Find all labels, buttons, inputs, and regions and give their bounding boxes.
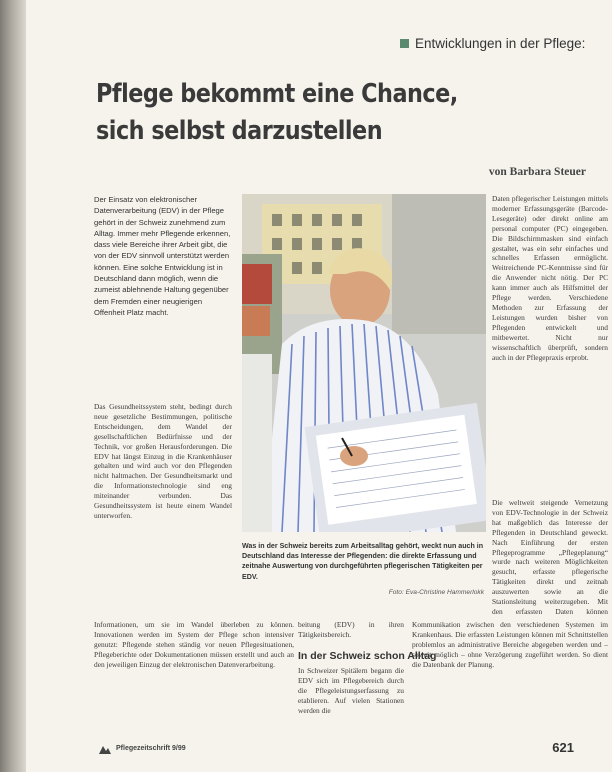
journal-logo-icon [98, 744, 112, 756]
journal-name: Pflegezeitschrift 9/99 [116, 745, 186, 752]
body-column-3: Daten pflegerischer Leistungen mittels moderner Erfassungsgeräte (Barcode-Lesegeräte) oder direkt online am personal computer (PC) eingegeben. Die Bildschirmmasken sind einfach gestaltet, was ein sehr einfaches und schnelles Erfassen ermöglicht. Weitreichende PC-Kenntnisse sind für die Anwender nicht nötig. Der PC kann immer auch als Hilfsmittel der Pflege werden. Verschiedene Methoden zur Erfassung der Leistungen wurden bisher von Pflegenden entwickelt und mitbewertet. Nicht nur wissenschaftlich überprüft, sondern auch in der Pflegepraxis erprobt. [492, 194, 608, 494]
book-spine-shadow [0, 0, 26, 772]
section-label: Entwicklungen in der Pflege: [415, 36, 586, 51]
magazine-page [26, 0, 612, 772]
section-marker-square [400, 39, 409, 48]
title-line-2: sich selbst darzustellen [96, 116, 383, 146]
subheading-schweiz: In der Schweiz schon Alltag [298, 650, 437, 662]
body-column-2: In Schweizer Spitälern begann die EDV sich im Pflegebereich durch die Pflegeleistungserfassung zu etablieren. Auf vielen Stationen werden die [298, 666, 404, 715]
article-title [96, 76, 509, 150]
body-column-3-bottom: Kommunikation zwischen den verschiedenen Systemen im Krankenhaus. Die erfassten Leistungen können mit Schnittstellen problemlos an administrative Bereiche abgegeben werden und – soweit möglich – ohne Verzögerung zugeführt werden. So dient die Datenbank der Planung. [412, 620, 608, 669]
body-column-1: Das Gesundheitssystem steht, bedingt durch neue gesetzliche Bestimmungen, politische Entscheidungen, dem Wandel der gesellschaftlichen Bedürfnisse und der Technik, vor großen Herausforderungen. Die EDV hat längst Einzug in die Krankenhäuser gehalten und wird auch vor den Pflegenden nicht haltmachen. Der Gesundheitsmarkt und die Informationstechnologie sind eng miteinander verbunden. Das Gesundheitssystem ist heute einem Wandel unterworfen. [94, 402, 232, 520]
body-column-1-bottom: Informationen, um sie im Wandel überleben zu können. Innovationen werden im System der Pflege schon intensiver genutzt: Pflegende stehen ständig vor neuen Pflegesituationen, Pflegeberichte oder Dokumentationen müssen erstellt und auch an den jeweiligen Einzug der elektronischen Datenverarbeitung. [94, 620, 294, 669]
author-byline: von Barbara Steuer [488, 166, 586, 178]
body-column-3-continued: Die weltweit steigende Vernetzung von EDV-Technologie in der Schweiz hat maßgeblich das Interesse der Pflegenden in Deutschland geweckt. Nach Einführung der ersten Pflegeprogramme „Pflegeplanung“ wurde nach weiteren Möglichkeiten gesucht, erfasste pflegerische Tätigkeiten direkt und zeitnah auszuwerten sowie an die Stationsleitung weiterzugeben. Mit den erfassten Daten können [492, 498, 608, 616]
section-heading [400, 36, 585, 51]
body-column-2-top: beitung (EDV) in ihren Tätigkeitsbereich. [298, 620, 404, 639]
article-photo [242, 194, 486, 532]
lead-paragraph: Der Einsatz von elektronischer Datenverarbeitung (EDV) in der Pflege gehört in der Schweiz zunehmend zum Alltag. Immer mehr Pflegende erkennen, dass viele Bereiche ihrer Arbeit gibt, die von der EDV sinnvoll unterstützt werden können. Eine solche Entwicklung ist in Deutschland dann möglich, wenn die zumeist ablehnende Haltung gegenüber dem Fremden einer neugierigen Offenheit Platz macht. [94, 195, 231, 317]
nurse-at-computer-illustration [242, 194, 486, 532]
photo-credit: Foto: Eva-Christine Hammerlokk [388, 589, 484, 596]
photo-caption: Was in der Schweiz bereits zum Arbeitsalltag gehört, weckt nun auch in Deutschland das Interesse der Pflegenden: die direkte Erfassung und zeitnahe Auswertung von durchgeführten pflegerischen Tätigkeiten per EDV. [242, 542, 484, 581]
title-line-1: Pflege bekommt eine Chance, [96, 79, 458, 109]
page-number: 621 [552, 740, 574, 755]
